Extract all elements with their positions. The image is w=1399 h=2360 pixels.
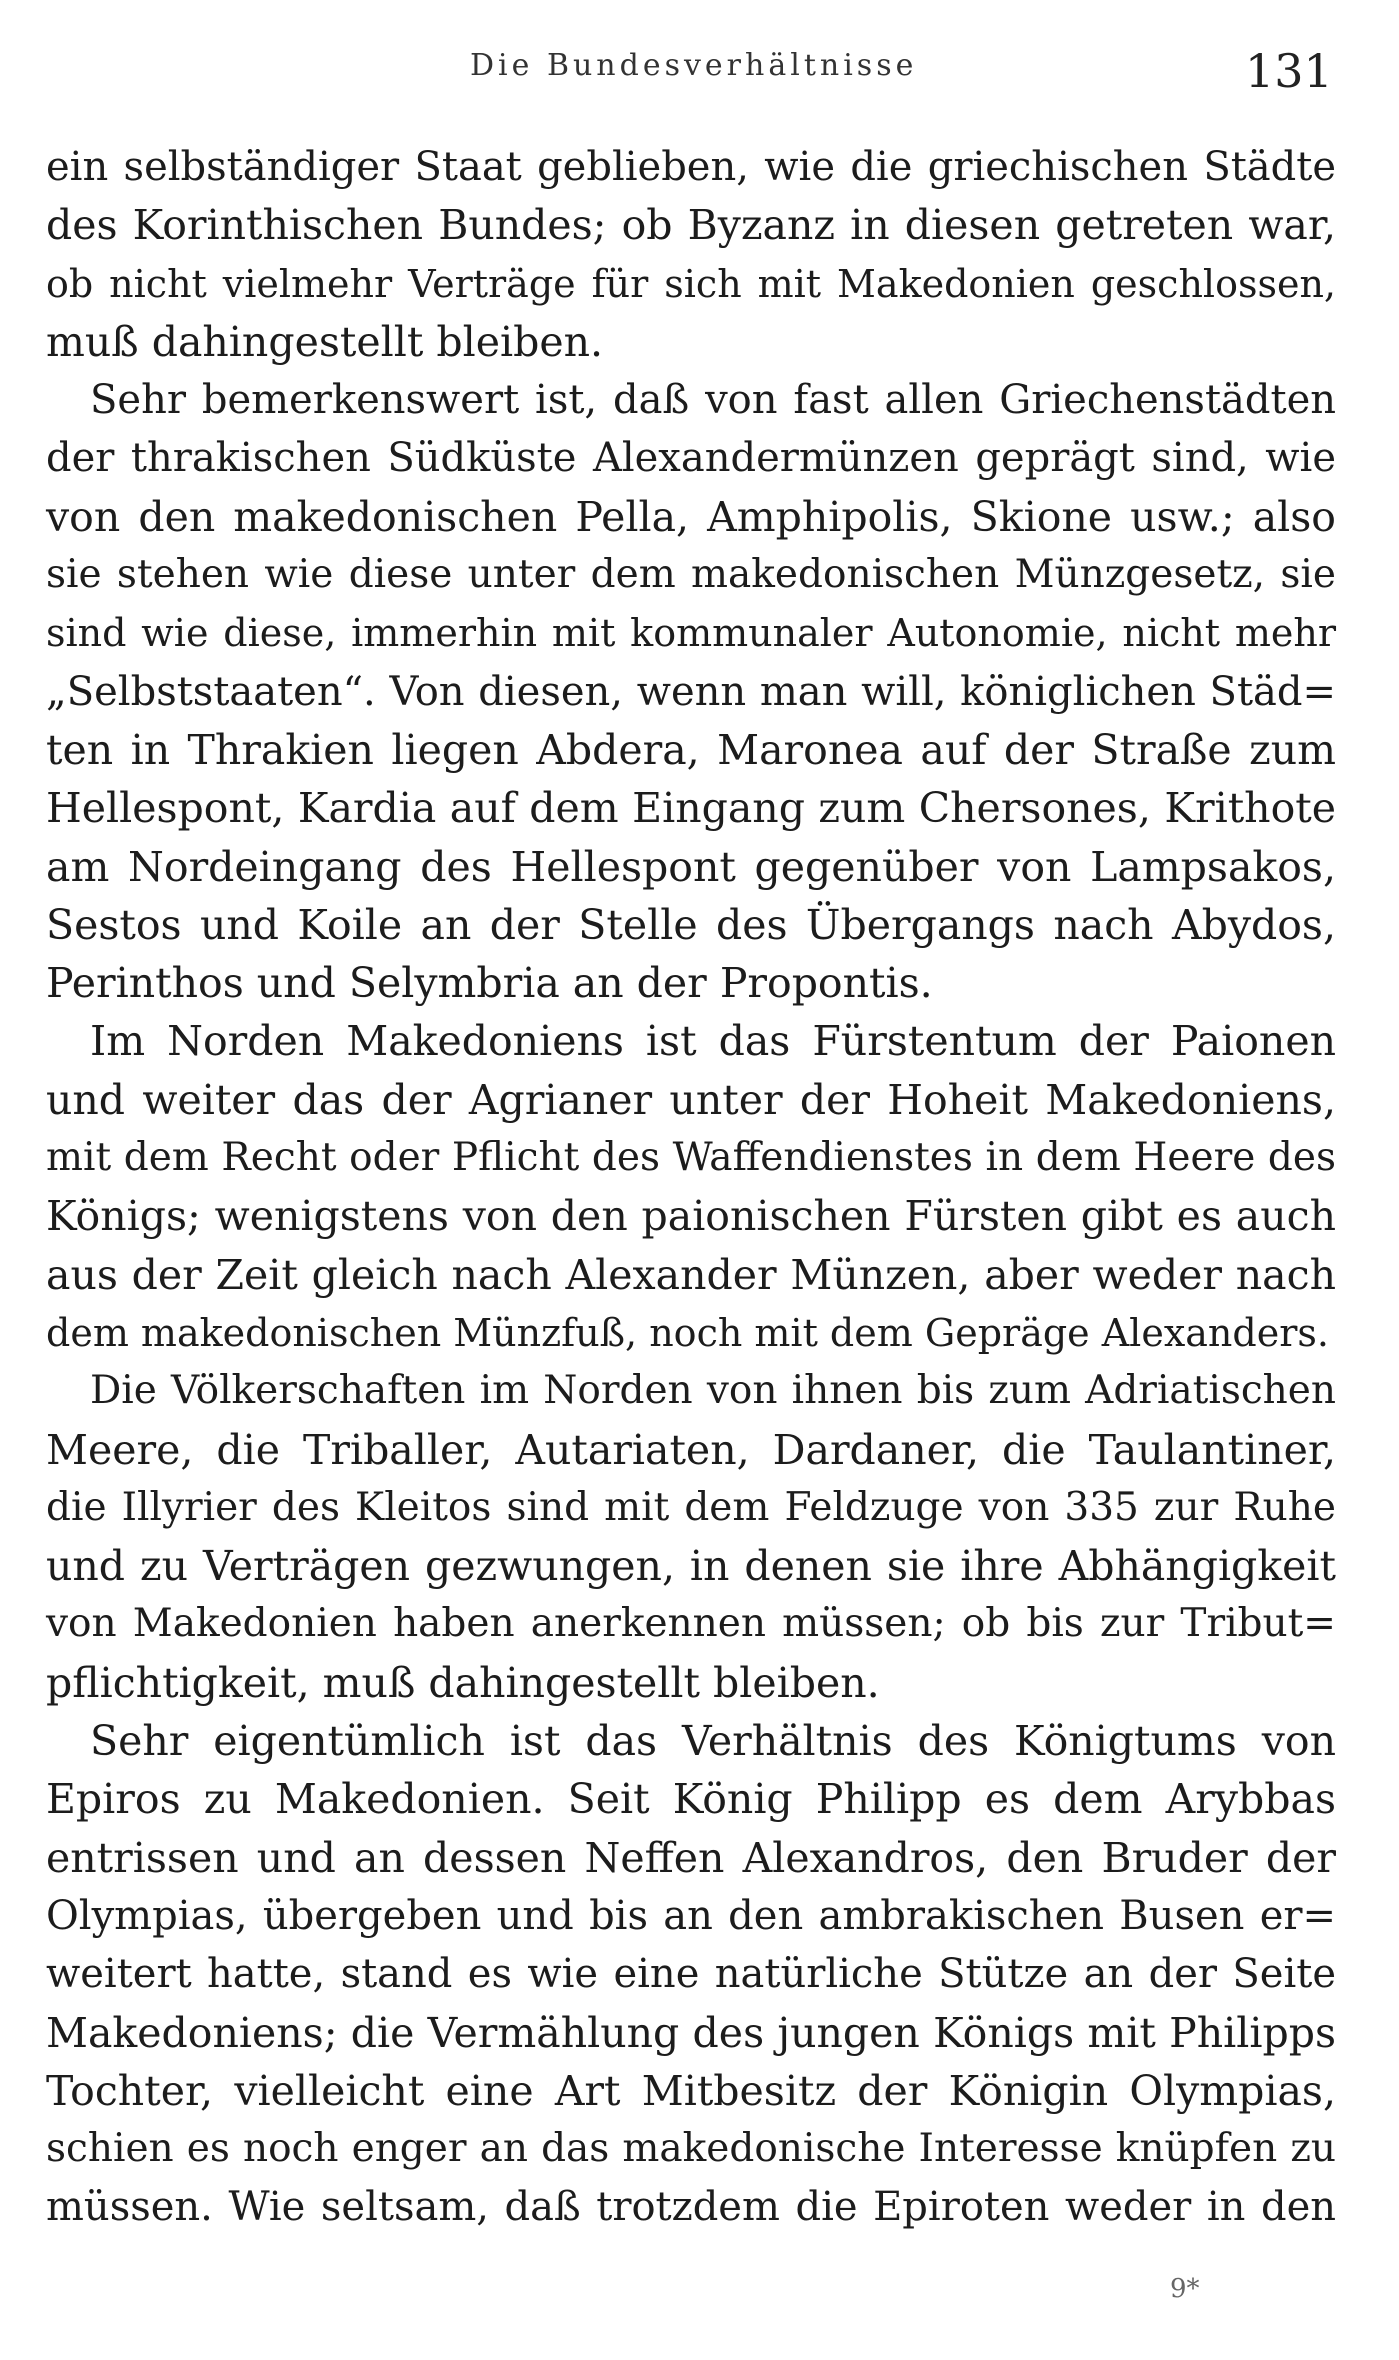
text-line: aus der Zeit gleich nach Alexander Münzen, aber weder nach bbox=[46, 1250, 1336, 1299]
text-line: und weiter das der Agrianer unter der Hoheit Makedoniens, bbox=[46, 1075, 1336, 1124]
text-line: Sestos und Koile an der Stelle des Übergangs nach Abydos, bbox=[46, 900, 1336, 949]
text-line: Epiros zu Makedonien. Seit König Philipp es dem Arybbas bbox=[46, 1775, 1336, 1824]
text-line: entrissen und an dessen Neffen Alexandros, den Bruder der bbox=[46, 1833, 1336, 1882]
text-line: sie stehen wie diese unter dem makedonischen Münzgesetz, sie bbox=[46, 552, 1336, 598]
text-line: sind wie diese, immerhin mit kommunaler Autonomie, nicht mehr bbox=[46, 611, 1336, 656]
text-line: Perinthos und Selymbria an der Propontis. bbox=[46, 959, 933, 1008]
text-line: mit dem Recht oder Pflicht des Waffendienstes in dem Heere des bbox=[46, 1135, 1336, 1181]
text-line: der thrakischen Südküste Alexandermünzen geprägt sind, wie bbox=[46, 435, 1336, 482]
text-line: von den makedonischen Pella, Amphipolis, Skione usw.; also bbox=[46, 492, 1336, 541]
text-line: Meere, die Triballer, Autariaten, Dardaner, die Taulantiner, bbox=[46, 1425, 1336, 1474]
text-line: am Nordeingang des Hellespont gegenüber von Lampsakos, bbox=[46, 842, 1336, 891]
text-line: Sehr eigentümlich ist das Verhältnis des Königtums von bbox=[90, 1717, 1336, 1766]
text-line: die Illyrier des Kleitos sind mit dem Feldzuge von 335 zur Ruhe bbox=[46, 1484, 1336, 1530]
text-line: weitert hatte, stand es wie eine natürliche Stütze an der Seite bbox=[46, 1951, 1336, 1998]
text-line: ten in Thrakien liegen Abdera, Maronea auf der Straße zum bbox=[46, 725, 1336, 774]
text-line: ob nicht vielmehr Verträge für sich mit Makedonien geschlossen, bbox=[46, 261, 1336, 306]
body-text bbox=[46, 138, 1336, 2237]
text-line: pflichtigkeit, muß dahingestellt bleiben. bbox=[46, 1658, 880, 1707]
text-line: Olympias, übergeben und bis an den ambrakischen Busen er= bbox=[46, 1892, 1336, 1939]
text-line: Im Norden Makedoniens ist das Fürstentum der Paionen bbox=[90, 1017, 1336, 1066]
text-line: Hellespont, Kardia auf dem Eingang zum Chersones, Krithote bbox=[46, 784, 1336, 833]
text-line: Die Völkerschaften im Norden von ihnen bis zum Adriatischen bbox=[90, 1368, 1336, 1414]
running-head: Die Bundesverhältnisse bbox=[470, 48, 918, 83]
printer-signature: 9* bbox=[1170, 2274, 1200, 2304]
text-line: des Korinthischen Bundes; ob Byzanz in diesen getreten war, bbox=[46, 201, 1336, 250]
page-number: 131 bbox=[1245, 44, 1333, 98]
text-line: von Makedonien haben anerkennen müssen; ob bis zur Tribut= bbox=[46, 1601, 1336, 1647]
text-line: ein selbständiger Staat geblieben, wie die griechischen Städte bbox=[46, 144, 1336, 190]
text-line: Makedoniens; die Vermählung des jungen Königs mit Philipps bbox=[46, 2008, 1336, 2057]
text-line: Königs; wenigstens von den paionischen Fürsten gibt es auch bbox=[46, 1192, 1336, 1241]
text-line: und zu Verträgen gezwungen, in denen sie ihre Abhängigkeit bbox=[46, 1542, 1336, 1591]
text-line: muß dahingestellt bleiben. bbox=[46, 317, 604, 366]
text-line: „Selbststaaten“. Von diesen, wenn man will, königlichen Städ= bbox=[46, 668, 1336, 715]
text-line: müssen. Wie seltsam, daß trotzdem die Epiroten weder in den bbox=[46, 2184, 1336, 2231]
text-line: dem makedonischen Münzfuß, noch mit dem Gepräge Alexanders. bbox=[46, 1310, 1329, 1355]
text-line: schien es noch enger an das makedonische Interesse knüpfen zu bbox=[46, 2126, 1336, 2172]
text-line: Tochter, vielleicht eine Art Mitbesitz der Königin Olympias, bbox=[46, 2066, 1336, 2115]
text-line: Sehr bemerkenswert ist, daß von fast allen Griechenstädten bbox=[90, 377, 1336, 424]
